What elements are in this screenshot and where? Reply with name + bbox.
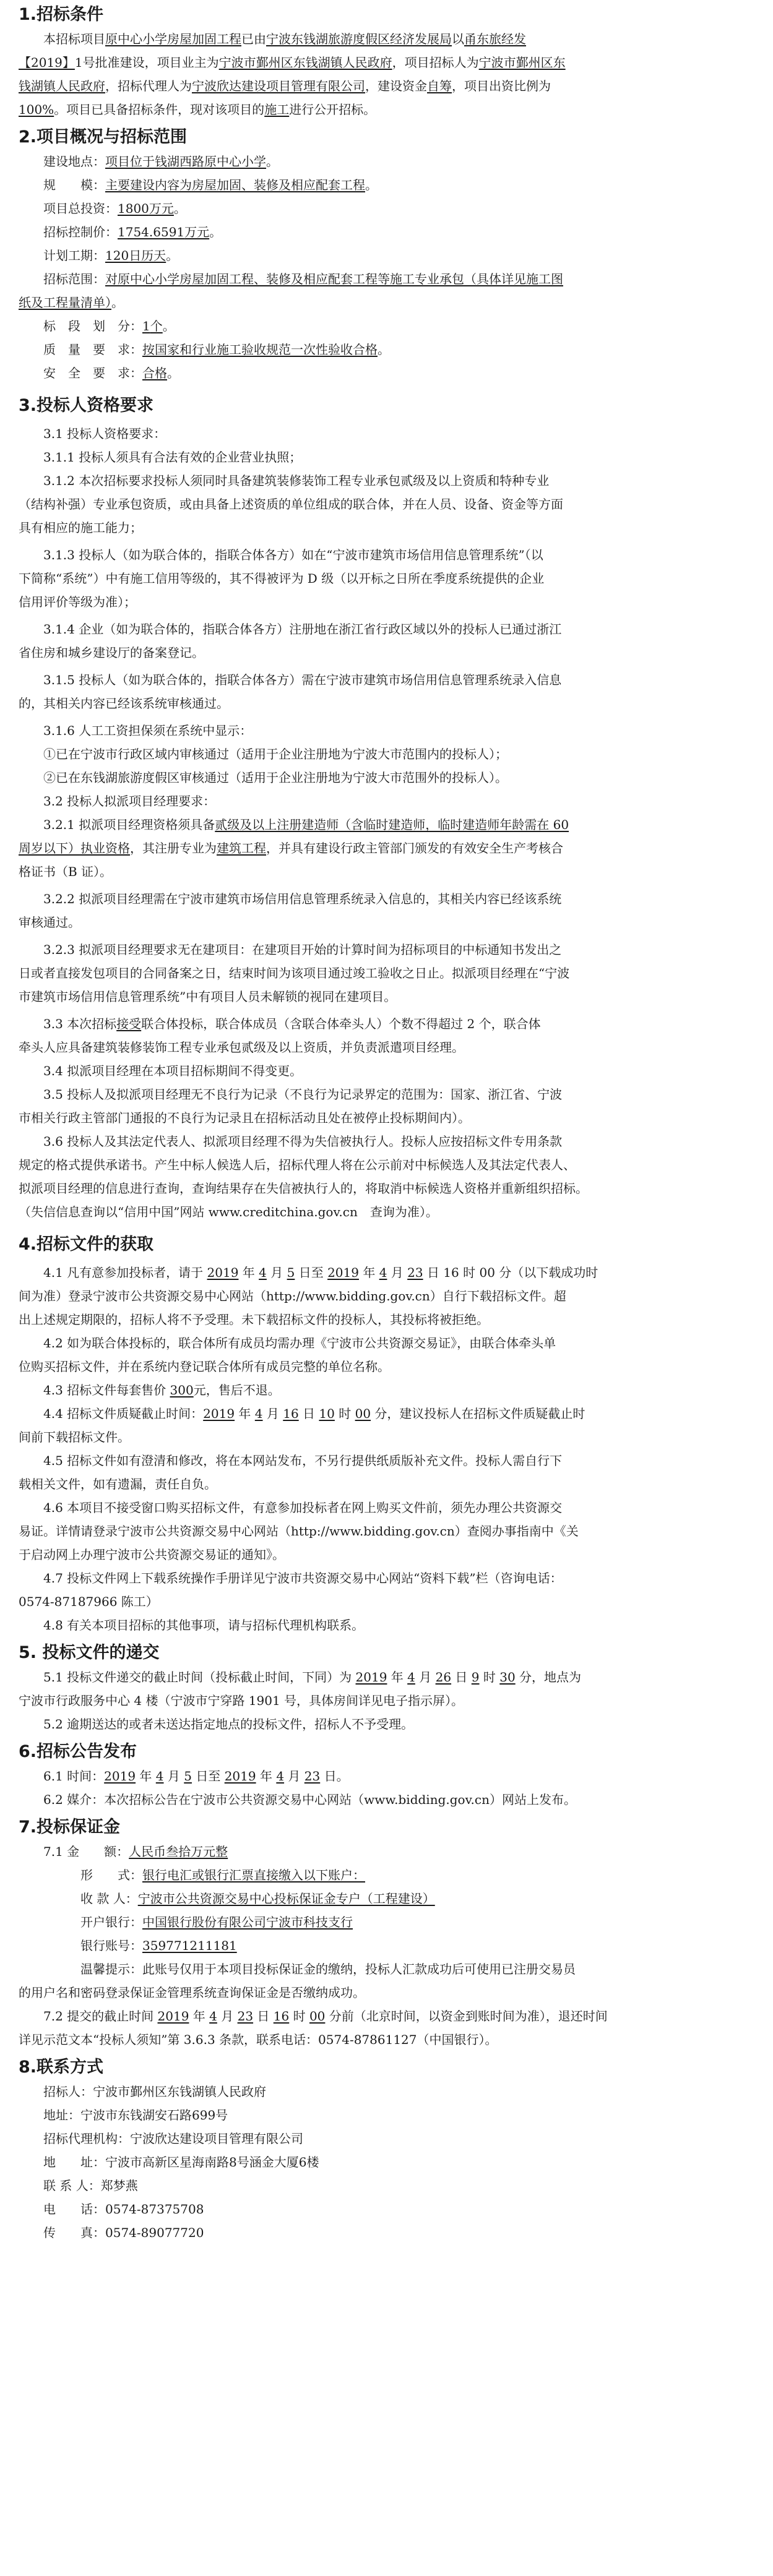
text: 。项目已具备招标条件，现对该项目的: [54, 102, 265, 117]
label: 开户银行：: [80, 1915, 142, 1930]
day: 26: [435, 1670, 452, 1685]
s3-line: 3.2.2 拟派项目经理需在宁波市建筑市场信用信息管理系统录入信息的，其相关内容已经该系统: [43, 891, 562, 906]
value: 纸及工程量清单）: [19, 295, 111, 310]
text: 年: [358, 1265, 379, 1280]
month: 4: [209, 2009, 217, 2024]
s3-line: 牵头人应具备建筑装修装饰工程专业承包贰级及以上资质，并负责派遣项目经理。: [19, 1040, 464, 1055]
section-6-title: 6.招标公告发布: [19, 1742, 137, 1761]
year: 2019: [203, 1406, 235, 1421]
s3-line: 3.1.1 投标人须具有合法有效的企业营业执照；: [43, 450, 302, 465]
s3-line: 3.1 投标人资格要求：: [43, 426, 166, 441]
text: 3.2.1 拟派项目经理资格须具备: [43, 817, 215, 832]
value: 主要建设内容为房屋加固、装修及相应配套工程: [105, 178, 365, 192]
text: 。: [162, 319, 175, 333]
value: 银行电汇或银行汇票直接缴入以下账户：: [142, 1868, 365, 1883]
s2-scope: [19, 267, 754, 291]
year: 2019: [355, 1670, 387, 1685]
s8-agent-address: 地 址：宁波市高新区星海南路8号涵金大厦6楼: [43, 2155, 319, 2170]
month: 4: [407, 1670, 415, 1685]
text: 执业资格: [80, 841, 130, 856]
work-type: 施工: [264, 102, 290, 117]
s3-line-pm-cont: [19, 836, 754, 860]
s3-line: 拟派项目经理的信息进行查询，查询结果存在失信被执行人的，将取消中标候选人资格并重新组织招标。: [19, 1181, 588, 1196]
s4-line: 4.8 有关本项目招标的其他事项，请与招标代理机构联系。: [43, 1618, 365, 1633]
s3-line: 的，其相关内容已经该系统审核通过。: [19, 696, 229, 711]
s8-address: 地址：宁波市东钱湖安石路699号: [43, 2108, 228, 2123]
month: 4: [259, 1265, 267, 1280]
s4-line: 间为准）登录宁波市公共资源交易中心网站（http://www.bidding.gov.cn）自行下载招标文件。超: [19, 1289, 566, 1303]
month: 4: [254, 1406, 263, 1421]
label: 7.1 金 额：: [43, 1844, 129, 1859]
hour: 16: [273, 2009, 290, 2024]
year: 2019: [104, 1769, 136, 1784]
text: 年: [189, 2009, 210, 2024]
text: 分，地点为: [515, 1670, 582, 1685]
minute: 30: [499, 1670, 516, 1685]
year: 2019: [224, 1769, 256, 1784]
s3-line: （失信信息查询以“信用中国”网站 www.creditchina.gov.cn 查询为准）。: [19, 1204, 438, 1219]
s3-line: 3.1.5 投标人（如为联合体的，指联合体各方）需在宁波市建筑市场信用信息管理系统录入信息: [43, 672, 562, 687]
s7-form: [19, 1863, 754, 1887]
s3-line: ①已在宁波市行政区域内审核通过（适用于企业注册地为宁波大市范围内的投标人）；: [43, 747, 507, 762]
value: 中国银行股份有限公司宁波市科技支行: [142, 1915, 353, 1930]
s3-line: 规定的格式提供承诺书。产生中标人候选人后，招标代理人将在公示前对中标候选人及其法定代表人、: [19, 1157, 576, 1172]
label: 招标范围：: [43, 272, 105, 286]
text: 6.1 时间：: [43, 1769, 105, 1784]
value: 合格: [142, 366, 167, 380]
month: 4: [379, 1265, 387, 1280]
s3-line: 3.5 投标人及拟派项目经理无不良行为记录（不良行为记录界定的范围为：国家、浙江省、宁波: [43, 1087, 563, 1102]
value: 人民币叁拾万元整: [129, 1844, 228, 1859]
value: 1: [142, 319, 150, 333]
section-4-title: 4.招标文件的获取: [19, 1235, 154, 1254]
text: 周岁以下）: [19, 841, 80, 856]
year: 2019: [157, 2009, 189, 2024]
text: 。: [378, 342, 390, 357]
value: 120: [105, 248, 129, 263]
text: 5.1 投标文件递交的截止时间（投标截止时间，下同）为: [43, 1670, 356, 1685]
s3-line: 格证书（B 证）。: [19, 864, 113, 879]
s8-contact: 联 系 人：郑梦燕: [43, 2178, 138, 2193]
s7-payee: [19, 1887, 754, 1910]
label: 收 款 人：: [80, 1891, 138, 1906]
hour: 9: [471, 1670, 480, 1685]
s4-line: 0574-87187966 陈工）: [19, 1594, 158, 1609]
s4-line: 易证。详情请登录宁波市公共资源交易中心网站（http://www.bidding.gov.cn）查阅办事指南中《关: [19, 1524, 579, 1539]
s3-line: 日或者直接发包项目的合同备案之日，结束时间为该项目通过竣工验收之日止。拟派项目经理在“宁波: [19, 966, 570, 981]
text: 分，建议投标人在招标文件质疑截止时: [371, 1406, 585, 1421]
consortium-accept: 接受: [116, 1016, 142, 1031]
label: 安 全 要 求：: [43, 366, 142, 380]
tenderer-cont: 钱湖镇人民政府: [19, 79, 105, 93]
s7-amount: [19, 1840, 754, 1863]
day: 23: [407, 1265, 423, 1280]
hour: 10: [319, 1406, 335, 1421]
s4-line-dates: [19, 1261, 754, 1284]
s4-line-query: [19, 1402, 754, 1425]
s4-line: 间前下载招标文件。: [19, 1430, 130, 1445]
s7-line: 的用户名和密码登录保证金管理系统查询保证金是否缴纳成功。: [19, 1985, 365, 2000]
s6-line-time: [19, 1764, 754, 1788]
s3-line: 审核通过。: [19, 915, 80, 930]
text: 。: [365, 178, 378, 192]
s3-line: 市相关行政主管部门通报的不良行为记录且在招标活动且处在被停止投标期间内）。: [19, 1110, 470, 1125]
text: 联合体投标，联合体成员（含联合体牵头人）个数不得超过 2 个，联合体: [141, 1016, 541, 1031]
unit: 万元: [149, 201, 174, 216]
s3-line: 3.1.6 人工工资担保须在系统中显示：: [43, 723, 253, 738]
section-5-title: 5. 投标文件的递交: [19, 1643, 160, 1662]
text: 4.1 凡有意参加投标者，请于: [43, 1265, 207, 1280]
label: 建设地点：: [43, 154, 105, 169]
unit: 日历天: [129, 248, 166, 263]
year: 2019: [207, 1265, 239, 1280]
price: 300: [170, 1383, 194, 1397]
s2-scope-cont: [19, 291, 754, 314]
text: 已由: [241, 32, 266, 46]
text: ，项目出资比例为: [452, 79, 551, 93]
text: 3.3 本次招标: [43, 1016, 117, 1031]
minute: 00: [309, 2009, 326, 2024]
s5-line: 宁波市行政服务中心 4 楼（宁波市宁穿路 1901 号，具体房间详见电子指示屏）。: [19, 1693, 464, 1708]
project-name: 原中心小学房屋加固工程: [105, 32, 241, 46]
text: 日: [253, 2009, 274, 2024]
s8-phone: 电 话：0574-87375708: [43, 2202, 204, 2217]
text: 元，售后不退。: [193, 1383, 280, 1397]
s3-line: 3.1.4 企业（如为联合体的，指联合体各方）注册地在浙江省行政区域以外的投标人已通过浙江: [43, 622, 562, 637]
s8-fax: 传 真：0574-89077720: [43, 2225, 204, 2240]
day: 16: [283, 1406, 299, 1421]
text: 4.3 招标文件每套售价: [43, 1383, 170, 1397]
s6-line: 6.2 媒介：本次招标公告在宁波市公共资源交易中心网站（www.bidding.gov.cn）网站上发布。: [43, 1792, 576, 1807]
minute: 00: [355, 1406, 371, 1421]
text: 月: [262, 1406, 283, 1421]
agent: 宁波欣达建设项目管理有限公司: [192, 79, 365, 93]
text: 年: [238, 1265, 259, 1280]
text: 年: [387, 1670, 408, 1685]
section-8-title: 8.联系方式: [19, 2058, 104, 2077]
day: 5: [287, 1265, 295, 1280]
s3-line: 3.1.2 本次招标要求投标人须同时具备建筑装修装饰工程专业承包贰级及以上资质和特种专业: [43, 473, 550, 488]
registered-specialty: 建筑工程: [217, 841, 266, 856]
s2-safety: [19, 361, 754, 385]
text: 本招标项目: [43, 32, 105, 46]
text: ，项目招标人为: [392, 55, 479, 70]
text: ，其注册专业为: [130, 841, 217, 856]
text: 分前（北京时间，以资金到账时间为准），退还时间: [325, 2009, 608, 2024]
s4-line: 4.5 招标文件如有澄清和修改，将在本网站发布，不另行提供纸质版补充文件。投标人需自行下: [43, 1453, 563, 1468]
s3-line: 市建筑市场信用信息管理系统”中有项目人员未解锁的视同在建项目。: [19, 989, 397, 1004]
s7-line: 详见示范文本“投标人须知”第 3.6.3 条款，联系电话：0574-87861127（中国银行）。: [19, 2032, 498, 2047]
month: 4: [276, 1769, 285, 1784]
s3-line-pm: [19, 813, 754, 836]
approval-authority: 宁波东钱湖旅游度假区经济发展局: [266, 32, 452, 46]
s3-line: 3.1.3 投标人（如为联合体的，指联合体各方）如在“宁波市建筑市场信用信息管理系统”（以: [43, 547, 543, 562]
label: 计划工期：: [43, 248, 105, 263]
text: 进行公开招标。: [289, 102, 376, 117]
text: 月: [387, 1265, 408, 1280]
year: 2019: [327, 1265, 359, 1280]
text: 4.4 招标文件质疑截止时间：: [43, 1406, 204, 1421]
value: 按国家和行业施工验收规范一次性验收合格: [142, 342, 378, 357]
text: 时: [334, 1406, 355, 1421]
text: 年: [235, 1406, 255, 1421]
s3-line: 3.2 投标人拟派项目经理要求：: [43, 794, 216, 809]
s4-line-price: [19, 1378, 754, 1402]
s3-line: 下简称“系统”）中有施工信用等级的，其不得被评为 D 级（以开标之日所在季度系统提供的企业: [19, 571, 545, 586]
text: 。: [266, 154, 279, 169]
s3-line: 3.2.3 拟派项目经理要求无在建项目：在建项目开始的计算时间为招标项目的中标通知书发出之: [43, 942, 562, 957]
label: 质 量 要 求：: [43, 342, 142, 357]
text: 日至: [191, 1769, 225, 1784]
text: 7.2 提交的截止时间: [43, 2009, 158, 2024]
s3-line-consortium: [19, 1012, 754, 1036]
label: 规 模：: [43, 178, 105, 192]
s2-quality: [19, 338, 754, 361]
text: 年: [256, 1769, 277, 1784]
section-2-title: 2.项目概况与招标范围: [19, 127, 188, 147]
text: 日: [451, 1670, 472, 1685]
s2-schedule: [19, 244, 754, 267]
text: 。: [167, 366, 179, 380]
s4-line: 载相关文件，如有遗漏，责任自负。: [19, 1477, 217, 1492]
s4-line: 4.7 投标文件网上下载系统操作手册详见宁波市共资源交易中心网站“资料下载”栏（咨询电话：: [43, 1571, 563, 1586]
section-7-title: 7.投标保证金: [19, 1818, 121, 1837]
text: 日至: [295, 1265, 328, 1280]
approval-doc: 甬东旅经发: [464, 32, 526, 46]
text: ，并具有建设行政主管部门颁发的有效安全生产考核合: [266, 841, 563, 856]
label: 项目总投资：: [43, 201, 118, 216]
s7-deadline: [19, 2004, 754, 2028]
text: 。: [111, 295, 124, 310]
s3-line: 省住房和城乡建设厅的备案登记。: [19, 645, 204, 660]
text: 月: [415, 1670, 436, 1685]
text: 1号批准建设，项目业主为: [74, 55, 219, 70]
s2-lots: [19, 314, 754, 338]
s2-location: [19, 150, 754, 173]
text: 月: [266, 1265, 287, 1280]
label: 银行账号：: [80, 1938, 142, 1953]
s2-control-price: [19, 220, 754, 244]
s2-scale: [19, 173, 754, 197]
s5-line-deadline: [19, 1665, 754, 1689]
s1-para-line-1: [19, 27, 754, 51]
s4-line: 4.2 如为联合体投标的，联合体所有成员均需办理《宁波市公共资源交易证》，由联合体牵头单: [43, 1336, 556, 1350]
month: 4: [155, 1769, 164, 1784]
day: 5: [184, 1769, 192, 1784]
funding: 自筹: [427, 79, 452, 93]
text: ，招标代理人为: [105, 79, 192, 93]
day: 23: [237, 2009, 254, 2024]
value: 对原中心小学房屋加固工程、装修及相应配套工程等施工专业承包（具体详见施工图: [105, 272, 563, 286]
s3-line: 3.6 投标人及其法定代表人、拟派项目经理不得为失信被执行人。投标人应按招标文件专用条款: [43, 1134, 563, 1149]
s3-line: 具有相应的施工能力；: [19, 520, 142, 535]
text: 月: [163, 1769, 184, 1784]
value: 1754.6591: [118, 225, 185, 239]
text: 时: [479, 1670, 500, 1685]
s2-total-investment: [19, 197, 754, 220]
unit: 个: [150, 319, 163, 333]
label: 招标控制价：: [43, 225, 118, 239]
text: 月: [284, 1769, 304, 1784]
text: ，建设资金: [365, 79, 427, 93]
section-1-title: 1.招标条件: [19, 5, 104, 24]
text: 时: [289, 2009, 309, 2024]
s8-tenderer: 招标人：宁波市鄞州区东钱湖镇人民政府: [43, 2084, 266, 2099]
label: 形 式：: [80, 1868, 142, 1883]
unit: 万元: [184, 225, 210, 239]
approval-year: 【2019】: [19, 55, 75, 70]
s4-line: 于启动网上办理宁波市公共资源交易证的通知》。: [19, 1547, 285, 1562]
text: 。: [166, 248, 179, 263]
funding-ratio: 100%: [19, 102, 54, 117]
value: 宁波市公共资源交易中心投标保证金专户（工程建设）: [137, 1891, 435, 1906]
s3-line: ②已在东钱湖旅游度假区审核通过（适用于企业注册地为宁波大市范围外的投标人）。: [43, 770, 507, 785]
day: 23: [304, 1769, 321, 1784]
text: 日。: [320, 1769, 349, 1784]
s4-line: 出上述规定期限的，招标人将不予受理。未下载招标文件的投标人，其投标将被拒绝。: [19, 1312, 489, 1327]
label: 标 段 划 分：: [43, 319, 142, 333]
section-3-title: 3.投标人资格要求: [19, 396, 154, 415]
s7-account: [19, 1934, 754, 1957]
text: 以: [452, 32, 464, 46]
s7-line: 温馨提示：此账号仅用于本项目投标保证金的缴纳，投标人汇款成功后可使用已注册交易员: [80, 1962, 576, 1977]
s1-para-line-4: [19, 98, 754, 121]
value: 359771211181: [142, 1938, 237, 1953]
value: 1800: [118, 201, 149, 216]
s8-agent: 招标代理机构：宁波欣达建设项目管理有限公司: [43, 2131, 303, 2146]
s4-line: 位购买招标文件，并在系统内登记联合体所有成员完整的单位名称。: [19, 1359, 390, 1374]
text: 年: [136, 1769, 156, 1784]
tenderer: 宁波市鄞州区东: [478, 55, 566, 70]
s3-line: 信用评价等级为准）；: [19, 595, 136, 609]
s1-para-line-3: [19, 74, 754, 98]
s7-bank: [19, 1910, 754, 1934]
s3-line: （结构补强）专业承包资质，或由具备上述资质的单位组成的联合体，并在人员、设备、资金等方面: [19, 497, 563, 512]
text: 。: [173, 201, 186, 216]
s4-line: 4.6 本项目不接受窗口购买招标文件，有意参加投标者在网上购买文件前，须先办理公共资源交: [43, 1500, 563, 1515]
text: 日: [298, 1406, 319, 1421]
s1-para-line-2: [19, 51, 754, 74]
owner: 宁波市鄞州区东钱湖镇人民政府: [218, 55, 392, 70]
text: 月: [217, 2009, 238, 2024]
text: 。: [209, 225, 222, 239]
text: 日 16 时 00 分（以下载成功时: [423, 1265, 598, 1280]
s3-line: 3.4 拟派项目经理在本项目招标期间不得变更。: [43, 1063, 303, 1078]
value: 项目位于钱湖西路原中心小学: [105, 154, 266, 169]
pm-qualification: 贰级及以上注册建造师（含临时建造师，临时建造师年龄需在 60: [215, 817, 569, 832]
s5-line: 5.2 逾期送达的或者未送达指定地点的投标文件，招标人不予受理。: [43, 1717, 414, 1732]
